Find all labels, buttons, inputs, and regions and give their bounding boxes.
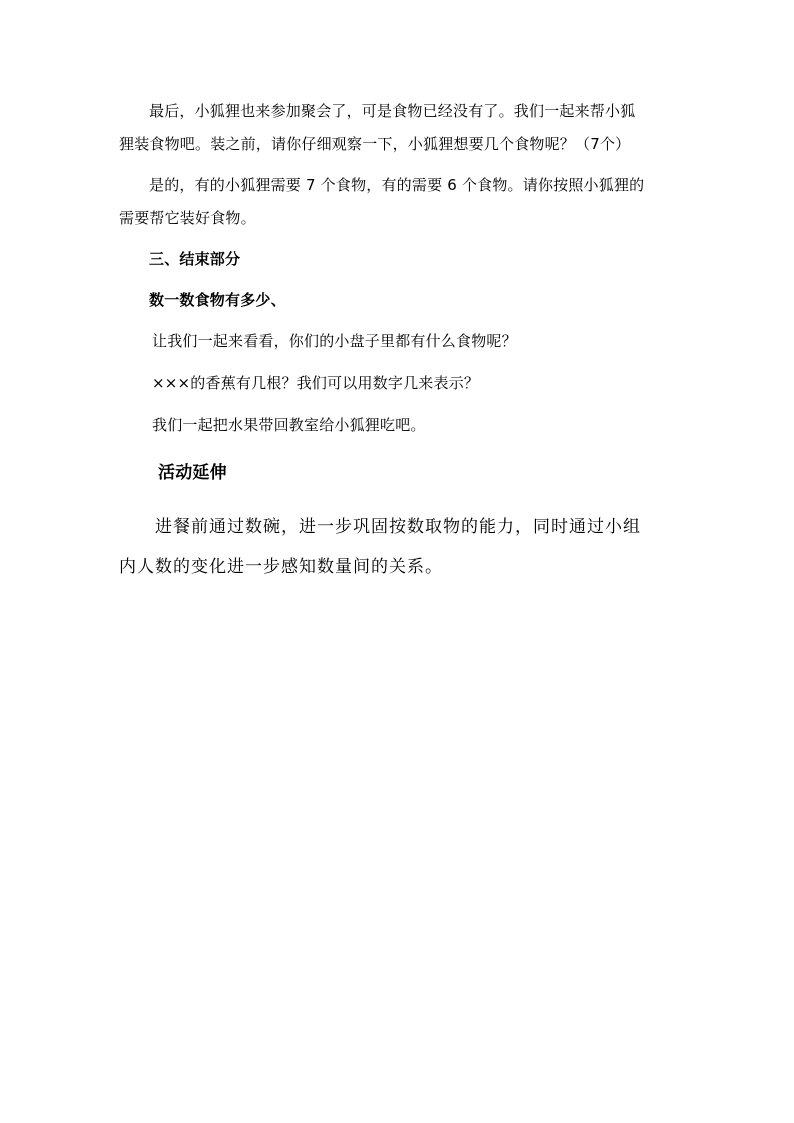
activity-text-line-2: 内人数的变化进一步感知数量间的关系。 [119, 557, 443, 577]
paragraph-1-line-2: 狸装食物吧。装之前，请你仔细观察一下，小狐狸想要几个食物呢？（7个） [119, 135, 631, 153]
paragraph-1-line-1: 最后，小狐狸也来参加聚会了，可是食物已经没有了。我们一起来帮小狐 [149, 102, 636, 120]
paragraph-5: 我们一起把水果带回教室给小狐狸吃吧。 [152, 416, 426, 434]
activity-text-line-1: 进餐前通过数碗，进一步巩固按数取物的能力，同时通过小组 [155, 517, 641, 537]
paragraph-2-line-1: 是的，有的小狐狸需要 7 个食物，有的需要 6 个食物。请你按照小狐狸的 [149, 176, 645, 194]
paragraph-4: ×××的香蕉有几根？我们可以用数字几来表示？ [152, 374, 480, 392]
paragraph-3: 让我们一起来看看，你们的小盘子里都有什么食物呢？ [152, 332, 517, 350]
paragraph-2-line-2: 需要帮它装好食物。 [119, 209, 256, 227]
section-heading: 三、结束部分 [149, 250, 241, 268]
subheading: 数一数食物有多少、 [149, 291, 286, 309]
activity-heading: 活动延伸 [158, 463, 227, 483]
